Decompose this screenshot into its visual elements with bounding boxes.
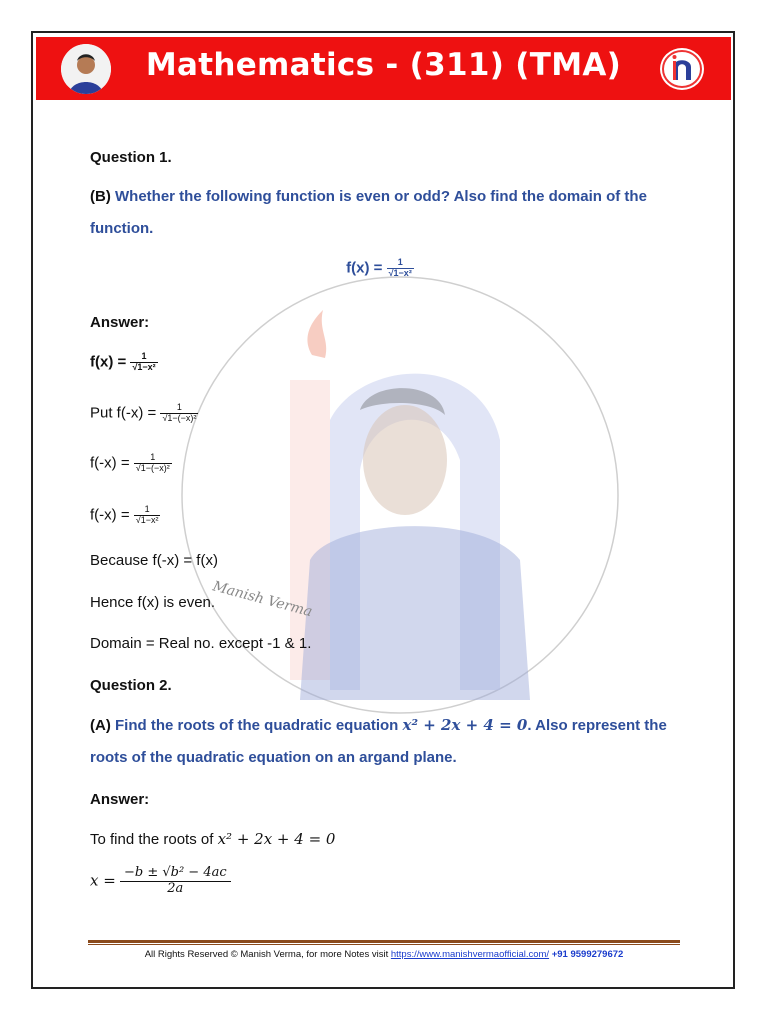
to-find-text: To find the roots of: [90, 831, 214, 848]
question-1-heading: Question 1.: [90, 149, 172, 166]
question-2-prompt-b: . Also represent the: [527, 717, 667, 734]
footer-link[interactable]: https://www.manishvermaofficial.com/: [390, 949, 550, 960]
brand-logo-icon: [659, 47, 705, 91]
formula-numerator: −b ± √b² − 4ac: [120, 866, 231, 882]
footer-rights: All Rights Reserved © Manish Verma, for more Notes visit: [144, 949, 389, 960]
footer: [0, 949, 768, 960]
because-line: Because f(-x) = f(x): [90, 552, 218, 569]
fraction-denominator: √1−x²: [135, 514, 159, 525]
question-2-prompt-line2: roots of the quadratic equation on an argand plane.: [90, 749, 457, 766]
fraction-numerator: 1: [387, 258, 414, 269]
answer-step-2: [90, 403, 198, 424]
footer-rule-thin: [88, 944, 680, 945]
quadratic-formula: [90, 866, 231, 897]
question-2-prompt: [90, 716, 667, 734]
question-1-prompt: [90, 188, 647, 205]
fraction: [134, 453, 172, 474]
answer-step-1: [90, 352, 158, 373]
answer-step-4: [90, 505, 160, 526]
formula-lhs: x =: [90, 871, 116, 890]
footer-rule: [88, 940, 680, 943]
fraction-numerator: 1: [134, 505, 161, 516]
footer-phone: +91 9599279672: [551, 949, 624, 960]
hence-line: Hence f(x) is even.: [90, 594, 216, 611]
question-1-function: [90, 258, 670, 279]
fraction-denominator: √1−(−x)²: [162, 412, 197, 423]
question-2-part: (A): [90, 717, 111, 734]
domain-line: Domain = Real no. except -1 & 1.: [90, 635, 312, 652]
fx-label: f(x) =: [90, 353, 127, 371]
fraction-denominator: √1−x²: [388, 267, 412, 278]
question-1-part: (B): [90, 188, 111, 205]
fraction-denominator: √1−(−x)²: [135, 462, 170, 473]
page-header: [36, 37, 731, 100]
fraction-numerator: 1: [130, 352, 157, 363]
fraction: [134, 505, 161, 526]
question-1-prompt-line2: function.: [90, 220, 154, 237]
watermark-signature: Manish Verma: [210, 578, 314, 621]
to-find-line: [90, 830, 335, 848]
fraction-denominator: √1−x²: [132, 361, 156, 372]
question-2-heading: Question 2.: [90, 677, 172, 694]
fraction: [130, 352, 157, 373]
formula-fraction: [120, 866, 231, 897]
fraction-numerator: 1: [160, 403, 198, 414]
page-title: Mathematics - (311) (TMA): [145, 47, 622, 83]
question-2-prompt-a: Find the roots of the quadratic equation: [115, 717, 399, 734]
answer-2-label: Answer:: [90, 791, 150, 808]
fraction: [160, 403, 198, 424]
question-1-prompt-line1: Whether the following function is even or odd? Also find the domain of the: [115, 188, 647, 205]
fraction-numerator: 1: [134, 453, 172, 464]
formula-denominator: 2a: [167, 881, 184, 897]
put-label: Put f(-x) =: [90, 404, 157, 422]
fx-label: f(x) =: [346, 259, 383, 277]
answer-1-label: Answer:: [90, 314, 150, 331]
fnegx-label: f(-x) =: [90, 454, 130, 472]
to-find-equation: x² + 2x + 4 = 0: [217, 830, 336, 848]
question-2-equation: x² + 2x + 4 = 0: [402, 716, 528, 734]
fnegx-label: f(-x) =: [90, 506, 130, 524]
answer-step-3: [90, 453, 172, 474]
fraction: [387, 258, 414, 279]
